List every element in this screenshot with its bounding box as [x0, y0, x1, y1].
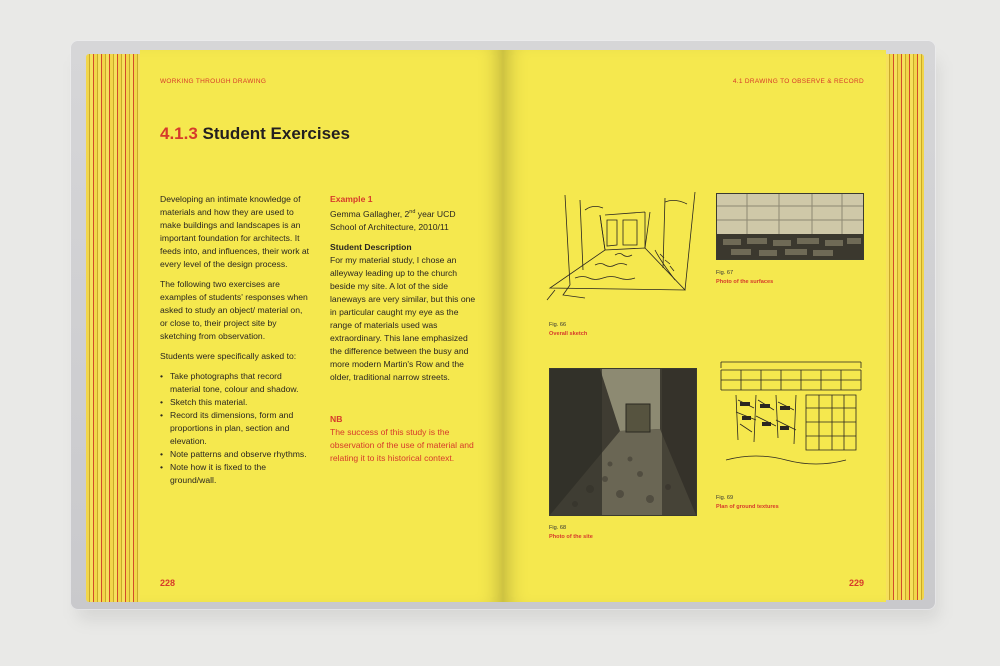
example-title: Example 1 [330, 194, 373, 204]
figure-caption: Fig. 66 Overall sketch [549, 322, 588, 337]
site-photo [549, 368, 697, 516]
overall-sketch-drawing [545, 190, 705, 310]
figure-caption: Fig. 69 Plan of ground textures [716, 495, 779, 510]
task-list [160, 370, 310, 487]
ground-textures-drawing [716, 360, 866, 480]
description-text: For my material study, I chose an alleyway leading up to the church beside my site. A lot of the side laneways are very similar, but this one in particular caught my eye as the range of materials used was extraordinary. This lane emphasized the difference between the busy and more modern Martin's Row and the older, traditional narrow streets. [330, 254, 476, 382]
section-number: 4.1.3 [160, 124, 198, 143]
exercise-paragraph: The following two exercises are examples of students' responses when asked to study an object/ material on, or close to, their project site by sketching from observation. [160, 279, 308, 341]
surfaces-photo [716, 193, 864, 260]
page-number-left: 228 [160, 578, 176, 588]
figure-caption: Fig. 67 Photo of the surfaces [716, 270, 774, 285]
list-item: • Sketch this material. [160, 396, 310, 409]
right-page [503, 50, 886, 602]
list-item: • Note patterns and observe rhythms. [160, 448, 310, 461]
nb-title: NB [330, 413, 343, 424]
section-heading [160, 124, 350, 144]
page-edges-left [86, 54, 146, 602]
overall-sketch-figure [545, 190, 705, 310]
nb-text: The success of this study is the observation of the use of material and relating it to its historical context. [330, 426, 474, 463]
asked-to-paragraph: Students were specifically asked to: [160, 351, 297, 361]
list-item: • Take photographs that record material tone, colour and shadow. [160, 370, 310, 396]
running-head-left: WORKING THROUGH DRAWING [160, 78, 267, 85]
list-item: • Note how it is fixed to the ground/wall. [160, 461, 310, 487]
page-number-right: 229 [848, 578, 864, 588]
section-title: Student Exercises [202, 124, 350, 143]
text-column-1 [160, 193, 310, 487]
running-head-right: 4.1 DRAWING TO OBSERVE & RECORD [732, 78, 864, 85]
intro-paragraph: Developing an intimate knowledge of materials and how they are used to make buildings and landscapes is an important foundation for architects. It feeds into, and influences, their work at every level of the design process. [160, 194, 310, 269]
figure-caption: Fig. 68 Photo of the site [549, 525, 593, 540]
left-page [140, 50, 503, 602]
description-title: Student Description [330, 241, 412, 252]
list-item: • Record its dimensions, form and proportions in plan, section and elevation. [160, 409, 310, 448]
author-line: Gemma Gallagher, 2nd year UCD School of Architecture, 2010/11 [330, 208, 456, 232]
text-column-2 [330, 193, 482, 472]
